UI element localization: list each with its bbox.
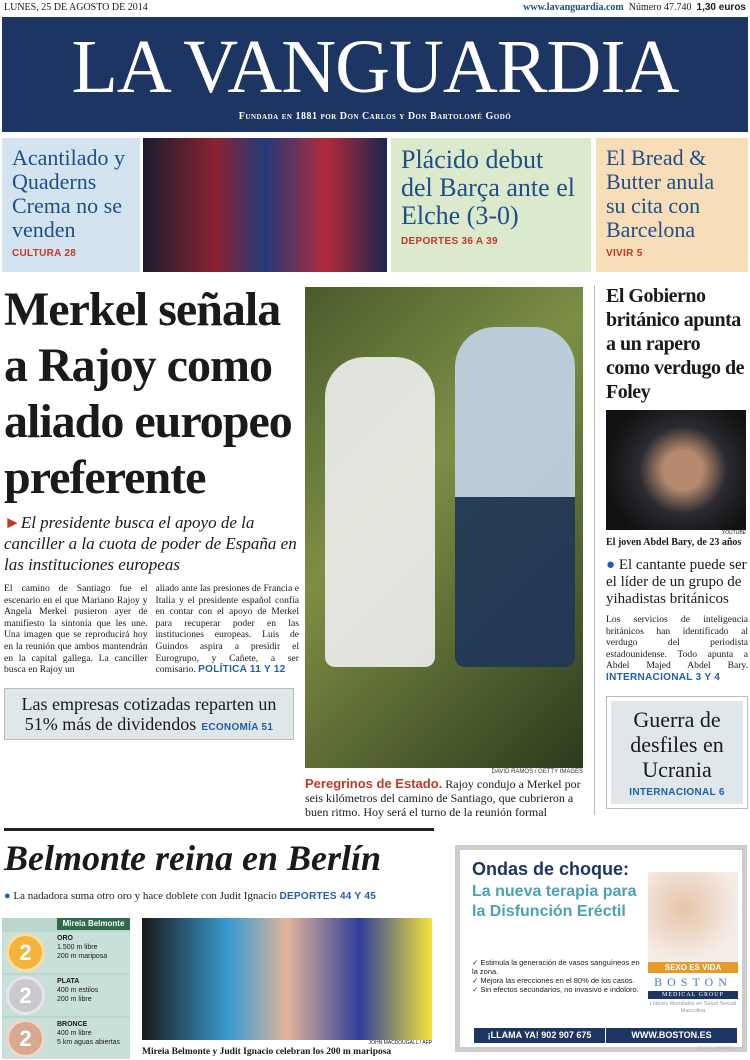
top-bar bbox=[4, 2, 746, 16]
teaser-title: Plácido debut del Barça ante el Elche (3-0) bbox=[401, 145, 575, 230]
section-link[interactable]: ECONOMÍA 51 bbox=[201, 721, 274, 733]
photo-credit: DAVID RAMOS / GETTY IMAGES bbox=[491, 769, 583, 775]
ad-legal: R.C.S.E. 0098/2014 bbox=[698, 1045, 734, 1050]
caption-text: Rajoy condujo a Merkel por seis kilómetros del camino de Santiago, que cubrieron a buen ritmo. Hoy será el turno de la reunión formal bbox=[305, 777, 581, 819]
ad-bullet: ✓ Sin efectos secundarios, no invasivo e indoloro. bbox=[472, 985, 639, 994]
lead-headline[interactable]: Merkel señala a Rajoy como aliado europeo preferente bbox=[4, 283, 292, 504]
ad-title: Ondas de choque: bbox=[472, 859, 630, 879]
ad-brand-sub: MEDICAL GROUP bbox=[648, 991, 738, 999]
merkel-rajoy-photo bbox=[305, 287, 583, 768]
sports-headline[interactable]: Belmonte reina en Berlín bbox=[4, 838, 382, 878]
teaser-culture[interactable] bbox=[2, 138, 140, 272]
bullet-text: El cantante puede ser el líder de un grupo de yihadistas británicos bbox=[606, 557, 747, 607]
medal-row bbox=[2, 1018, 130, 1059]
medal-table-title: Mireia Belmonte bbox=[57, 918, 130, 930]
section-link[interactable]: INTERNACIONAL 6 bbox=[629, 786, 725, 798]
foley-body bbox=[606, 614, 748, 684]
abdel-bary-photo bbox=[606, 410, 746, 530]
website-link[interactable]: www.lavanguardia.com bbox=[523, 2, 624, 13]
medal-icon: 2 bbox=[6, 933, 45, 972]
medal-event: 200 m libre bbox=[57, 996, 92, 1003]
medal-event: 400 m estilos bbox=[57, 987, 99, 994]
medal-event: 400 m libre bbox=[57, 1030, 92, 1037]
ad-phone[interactable]: ¡LLAMA YA! 902 907 675 bbox=[474, 1028, 606, 1043]
teaser-section: VIVIR 5 bbox=[606, 248, 643, 259]
sports-subhead: ● La nadadora suma otro oro y hace doblete con Judit Ignacio DEPORTES 44 Y 45 bbox=[4, 890, 377, 902]
newspaper-logo: LA VANGUARDIA bbox=[71, 25, 679, 109]
medal-table bbox=[2, 918, 130, 1058]
ad-bullet: ✓ Mejora las erecciones en el 80% de los casos. bbox=[472, 976, 635, 985]
price: 1,30 euros bbox=[696, 2, 746, 13]
teaser-section: DEPORTES 36 A 39 bbox=[401, 236, 498, 247]
ad-slogan: SEXO ES VIDA bbox=[648, 962, 738, 973]
economy-text: Las empresas cotizadas reparten un 51% más de dividendos bbox=[21, 693, 277, 734]
medal-type: BRONCE bbox=[57, 1021, 88, 1028]
ad-brand-tag: Líderes Mundiales en Salud Sexual Masculina bbox=[649, 1001, 737, 1014]
teaser-vivir[interactable] bbox=[596, 138, 748, 272]
date: LUNES, 25 DE AGOSTO DE 2014 bbox=[4, 2, 148, 13]
teaser-title: Acantilado y Quaderns Crema no se venden bbox=[12, 145, 126, 242]
foley-headline[interactable]: El Gobierno británico apunta a un rapero como verdugo de Foley bbox=[606, 285, 745, 403]
body-text: aliado ante las presiones de Francia e Italia y el presidente español confía en contar con el apoyo de Merkel para recuperar poder en las instituciones europeas. Luis de Guindos aspira a presidir el Eurogrupo, y Cañete, a ser comisario. bbox=[155, 583, 299, 676]
tagline: Fundada en 1881 por Don Carlos y Don Bartolomé Godó bbox=[238, 111, 512, 122]
body-text: Los servicios de inteligencia británicos han identificado al verdugo del periodista estadounidense. Todo apunta a Abdel Majed Abdel Bary. bbox=[606, 614, 748, 672]
photo-caption: El joven Abdel Bary, de 23 años bbox=[606, 537, 742, 548]
subhead-text: El presidente busca el apoyo de la canciller a la cuota de poder de España en las instituciones europeas bbox=[4, 513, 297, 574]
foley-story bbox=[606, 284, 748, 809]
medal-event: 200 m mariposa bbox=[57, 953, 108, 960]
teaser-title: El Bread & Butter anula su cita con Barcelona bbox=[606, 145, 715, 242]
foley-bullet: ● El cantante puede ser el líder de un grupo de yihadistas británicos bbox=[606, 557, 747, 607]
belmonte-photo bbox=[142, 918, 432, 1040]
medal-icon: 2 bbox=[6, 1019, 45, 1058]
ad-bullet: ✓ Estimula la generación de vasos sanguíneos en la zona. bbox=[472, 958, 640, 976]
photo-credit: YOUTUBE bbox=[721, 530, 746, 536]
medal-row bbox=[2, 975, 130, 1016]
section-link[interactable]: INTERNACIONAL 3 Y 4 bbox=[606, 671, 721, 683]
medal-event: 5 km aguas abiertas bbox=[57, 1039, 121, 1046]
caption-title: Peregrinos de Estado. bbox=[305, 776, 443, 791]
photo-caption: Mireia Belmonte y Judit Ignacio celebran los 200 m mariposa bbox=[142, 1047, 392, 1057]
subhead-text: La nadadora suma otro oro y hace doblete con Judit Ignacio bbox=[13, 890, 277, 902]
medal-type: PLATA bbox=[57, 978, 80, 985]
ad-brand: BOSTON bbox=[654, 975, 732, 989]
economy-box[interactable] bbox=[4, 688, 294, 740]
ad-website[interactable]: WWW.BOSTON.ES bbox=[631, 1030, 712, 1040]
section-link[interactable]: DEPORTES 44 Y 45 bbox=[279, 891, 377, 902]
ad-couple-photo bbox=[648, 872, 738, 962]
lead-body-col1: El camino de Santiago fue el escenario en el que Mariano Rajoy y Angela Merkel pusieron ayer de manifiesto la sintonía que les une. Una imagen que se reproducirá hoy en la reunión que ambos mantendrán en la capital gallega. La canciller busca en Rajoy un bbox=[4, 583, 148, 676]
masthead bbox=[2, 17, 748, 132]
lead-body-col2 bbox=[156, 583, 300, 676]
advertisement[interactable] bbox=[455, 845, 747, 1052]
lead-subhead: ►El presidente busca el apoyo de la canciller a la cuota de poder de España en las instituciones europeas bbox=[4, 513, 297, 574]
issue-number: Número 47.740 bbox=[628, 2, 692, 13]
barca-photo bbox=[143, 138, 387, 272]
ukraine-box[interactable] bbox=[606, 696, 748, 809]
ad-subtitle: La nueva terapia para la Disfunción Eréctil bbox=[472, 883, 637, 920]
ukraine-title: Guerra de desfiles en Ucrania bbox=[630, 706, 724, 782]
photo-credit: JOHN MACDOUGALL / AFP bbox=[368, 1040, 432, 1046]
medal-row bbox=[2, 932, 130, 973]
lead-story bbox=[4, 282, 299, 740]
section-link[interactable]: POLÍTICA 11 Y 12 bbox=[198, 664, 286, 676]
medal-type: ORO bbox=[57, 935, 73, 942]
medal-event: 1.500 m libre bbox=[57, 944, 98, 951]
medal-icon: 2 bbox=[6, 976, 45, 1015]
teaser-section: CULTURA 28 bbox=[12, 248, 77, 259]
teaser-sports[interactable] bbox=[391, 138, 591, 272]
photo-caption bbox=[305, 777, 590, 819]
